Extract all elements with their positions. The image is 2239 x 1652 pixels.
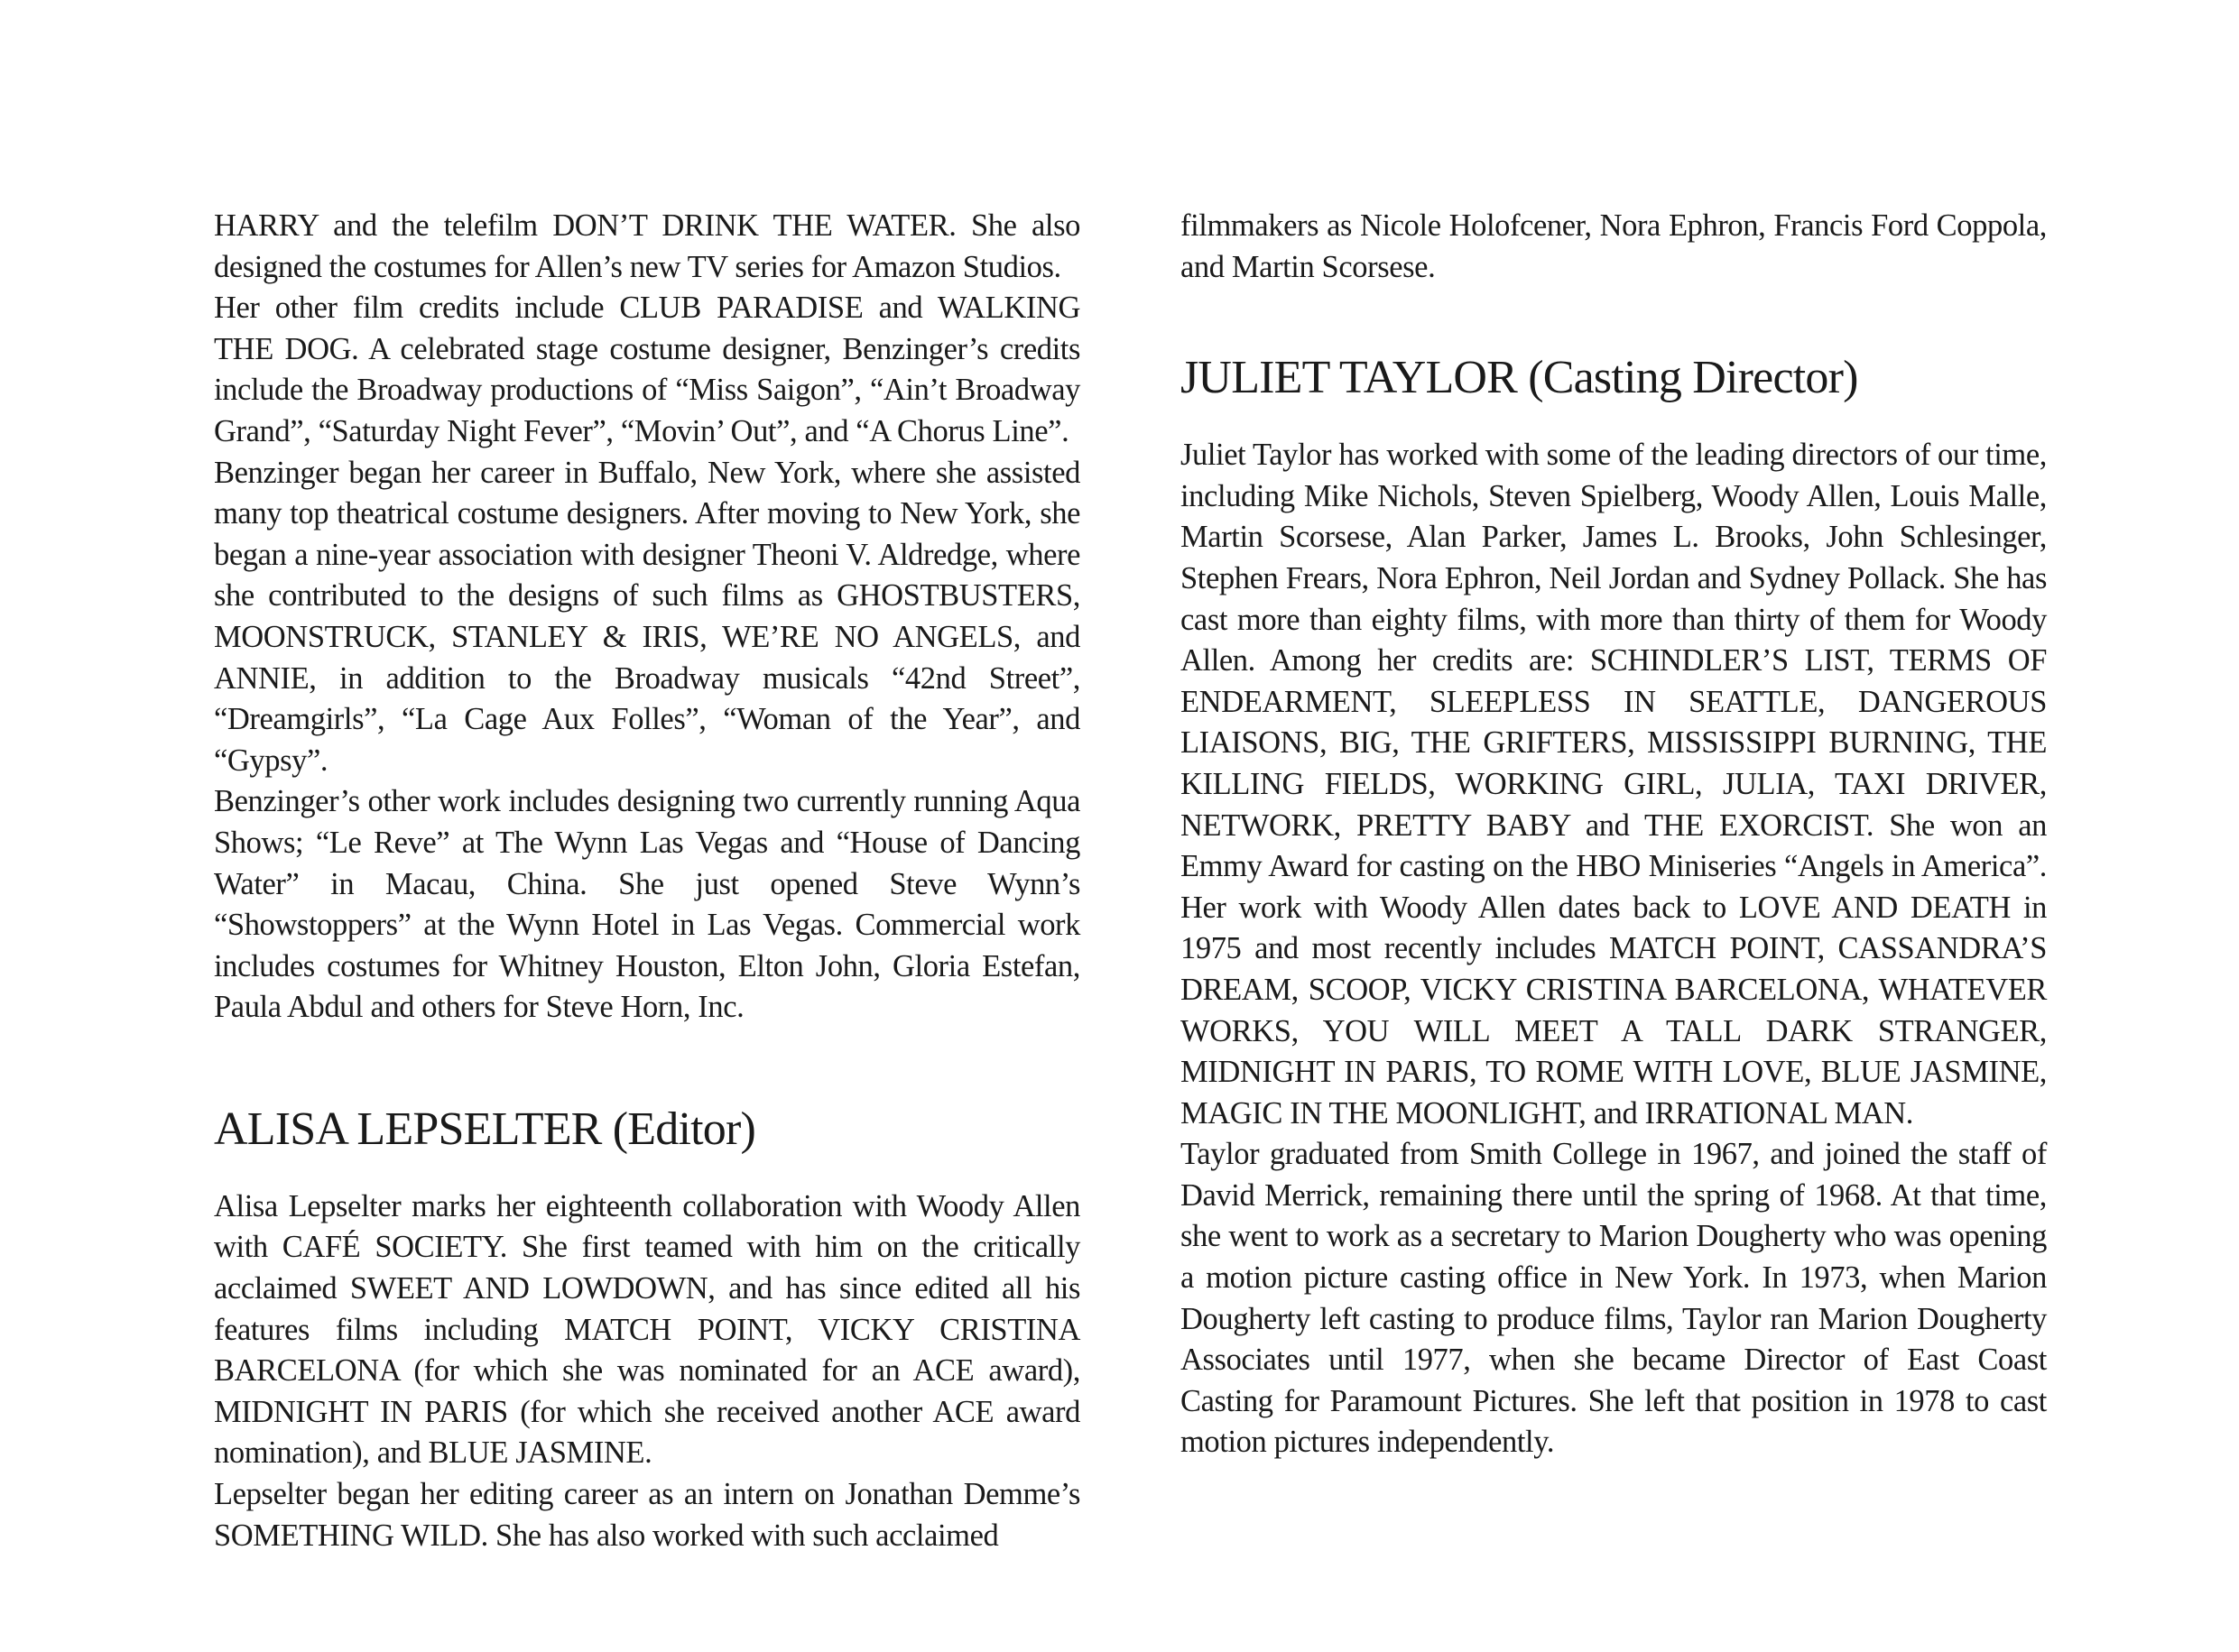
costume-paragraph-3: Benzinger began her career in Buffalo, New York, where she assisted many top theatrical costume designers. After moving to New York, she began a nine-year association with designer Theoni V. Aldredge, where she contributed to the designs of such films as GHOSTBUSTERS, MOONSTRUCK, STANLEY & IRIS, WE’RE NO ANGELS, and ANNIE, in addition to the Broadway musicals “42nd Street”, “Dreamgirls”, “La Cage Aux Folles”, “Woman of the Year”, and “Gypsy”. [214, 455, 1080, 778]
editor-paragraph-1: Alisa Lepselter marks her eighteenth collaboration with Woody Allen with CAFÉ SOCIETY. She first teamed with him on the critically acclaimed SWEET AND LOWDOWN, and has since edited all his features films including MATCH POINT, VICKY CRISTINA BARCELONA (for which she was nominated for an ACE award), MIDNIGHT IN PARIS (for which she received another ACE award nomination), and BLUE JASMINE. [214, 1188, 1080, 1471]
costume-paragraph-4: Benzinger’s other work includes designing two currently running Aqua Shows; “Le Reve” at The Wynn Las Vegas and “House of Dancing Water” in Macau, China. She just opened Steve Wynn’s “Showstoppers” at the Wynn Hotel in Las Vegas. Commercial work includes costumes for Whitney Houston, Elton John, Gloria Estefan, Paula Abdul and others for Steve Horn, Inc. [214, 784, 1080, 1025]
casting-paragraph-2: Taylor graduated from Smith College in 1967, and joined the staff of David Merrick, remaining there until the spring of 1968. At that time, she went to work as a secretary to Marion Dougherty who was opening a motion picture casting office in New York. In 1973, when Marion Dougherty left casting to produce films, Taylor ran Marion Dougherty Associates until 1977, when she became Director of East Coast Casting for Paramount Pictures. She left that position in 1978 to cast motion pictures independently. [1180, 1137, 2047, 1460]
left-column [214, 206, 1080, 1556]
editor-paragraph-2: Lepselter began her editing career as an intern on Jonathan Demme’s SOMETHING WILD. She has also worked with such acclaimed [214, 1477, 1080, 1553]
costume-paragraph-1: HARRY and the telefilm DON’T DRINK THE WATER. She also designed the costumes for Allen’s new TV series for Amazon Studios. [214, 208, 1080, 284]
casting-paragraph-1: Juliet Taylor has worked with some of the leading directors of our time, including Mike Nichols, Steven Spielberg, Woody Allen, Louis Malle, Martin Scorsese, Alan Parker, James L. Brooks, John Schlesinger, Stephen Frears, Nora Ephron, Neil Jordan and Sydney Pollack. She has cast more than eighty films, with more than thirty of them for Woody Allen. Among her credits are: SCHINDLER’S LIST, TERMS OF ENDEARMENT, SLEEPLESS IN SEATTLE, DANGEROUS LIAISONS, BIG, THE GRIFTERS, MISSISSIPPI BURNING, THE KILLING FIELDS, WORKING GIRL, JULIA, TAXI DRIVER, NETWORK, PRETTY BABY and THE EXORCIST. She won an Emmy Award for casting on the HBO Miniseries “Angels in America”. Her work with Woody Allen dates back to LOVE AND DEATH in 1975 and most recently includes MATCH POINT, CASSANDRA’S DREAM, SCOOP, VICKY CRISTINA BARCELONA, WHATEVER WORKS, YOU WILL MEET A TALL DARK STRANGER, MIDNIGHT IN PARIS, TO ROME WITH LOVE, BLUE JASMINE, MAGIC IN THE MOONLIGHT, and IRRATIONAL MAN. [1180, 438, 2047, 1131]
right-column [1180, 206, 2047, 1463]
editor-continuation: filmmakers as Nicole Holofcener, Nora Ephron, Francis Ford Coppola, and Martin Scorsese. [1180, 208, 2047, 284]
editor-heading: ALISA LEPSELTER (Editor) [214, 1103, 755, 1155]
costume-paragraph-2: Her other film credits include CLUB PARADISE and WALKING THE DOG. A celebrated stage costume designer, Benzinger’s credits include the Broadway productions of “Miss Saigon”, “Ain’t Broadway Grand”, “Saturday Night Fever”, “Movin’ Out”, and “A Chorus Line”. [214, 291, 1080, 448]
casting-heading: JULIET TAYLOR (Casting Director) [1180, 352, 1858, 404]
